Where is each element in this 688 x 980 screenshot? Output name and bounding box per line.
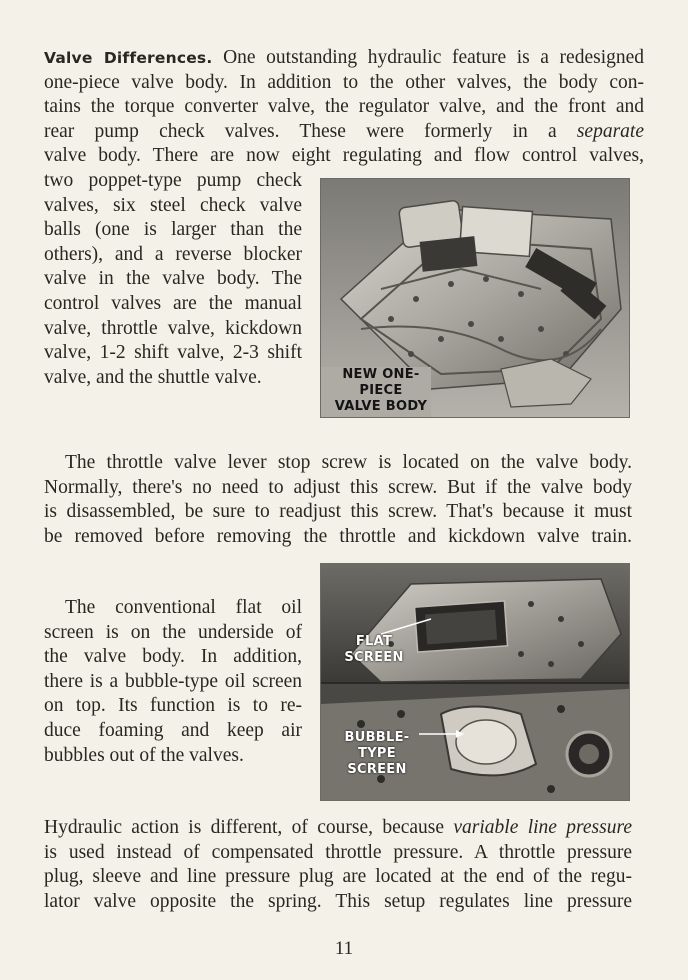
text-line: balls (one is larger than the [44, 219, 302, 241]
section-heading: Valve Differences. [44, 49, 213, 67]
page-number: 11 [334, 938, 354, 959]
text-line: The conventional flat oil [65, 597, 302, 618]
text-line: plug, sleeve and line pressure plug are located at the end of the regu- [44, 866, 632, 888]
text-line: valve, and the shuttle valve. [44, 366, 262, 388]
bubble-screen-label: BUBBLE-TYPE SCREEN [344, 730, 410, 777]
text-line: is used instead of compensated throttle pressure. A throttle pressure [44, 841, 632, 863]
text-line: two poppet-type pump check [44, 170, 302, 191]
text-line: there is a bubble-type oil screen [44, 670, 302, 692]
valve-list-paragraph [44, 169, 302, 390]
flat-screen-label: FLAT SCREEN [344, 634, 404, 665]
text-line: screen is on the underside of [44, 621, 302, 643]
hydraulic-action-paragraph [44, 816, 632, 914]
throttle-screw-paragraph [44, 451, 632, 549]
text-line: the valve body. In addition, [44, 646, 302, 668]
text-line: tains the torque converter valve, the regulator valve, and the front and [44, 96, 644, 118]
text-line: bubbles out of the valves. [44, 744, 244, 766]
valve-differences-paragraph [44, 46, 644, 169]
text-line: The throttle valve lever stop screw is located on the valve body. [65, 452, 632, 473]
text-line: be removed before removing the throttle and kickdown valve train. [44, 525, 632, 547]
text-line: valve body. There are now eight regulating and flow control valves, [44, 145, 644, 167]
text-line: duce foaming and keep air [44, 719, 302, 741]
text-line: others), and a reverse blocker [44, 243, 302, 265]
text-line: valve in the valve body. The [44, 268, 302, 290]
text-line: Valve Differences. One outstanding hydraulic feature is a redesigned [44, 47, 645, 68]
text-line: rear pump check valves. These were formerly in a separate [44, 120, 644, 142]
text-line: valves, six steel check valve [44, 194, 302, 216]
figure-caption: NEW ONE-PIECE VALVE BODY [334, 367, 428, 414]
oil-screens-photo [320, 563, 630, 801]
text-line: Normally, there's no need to adjust this screw. But if the valve body [44, 476, 632, 498]
text-line: control valves are the manual [44, 292, 302, 314]
text-line: lator valve opposite the spring. This setup regulates line pressure [44, 890, 632, 912]
oil-screen-paragraph [44, 596, 302, 768]
text-line: valve, throttle valve, kickdown [44, 317, 302, 339]
text-line: one-piece valve body. In addition to the other valves, the body con- [44, 71, 644, 93]
text-line: Hydraulic action is different, of course, because variable line pressure [44, 817, 632, 838]
text-line: valve, 1-2 shift valve, 2-3 shift [44, 342, 302, 364]
text-line: is disassembled, be sure to readjust this screw. That's because it must [44, 501, 632, 523]
text-line: on top. Its function is to re- [44, 695, 302, 717]
valve-body-photo [320, 178, 630, 418]
